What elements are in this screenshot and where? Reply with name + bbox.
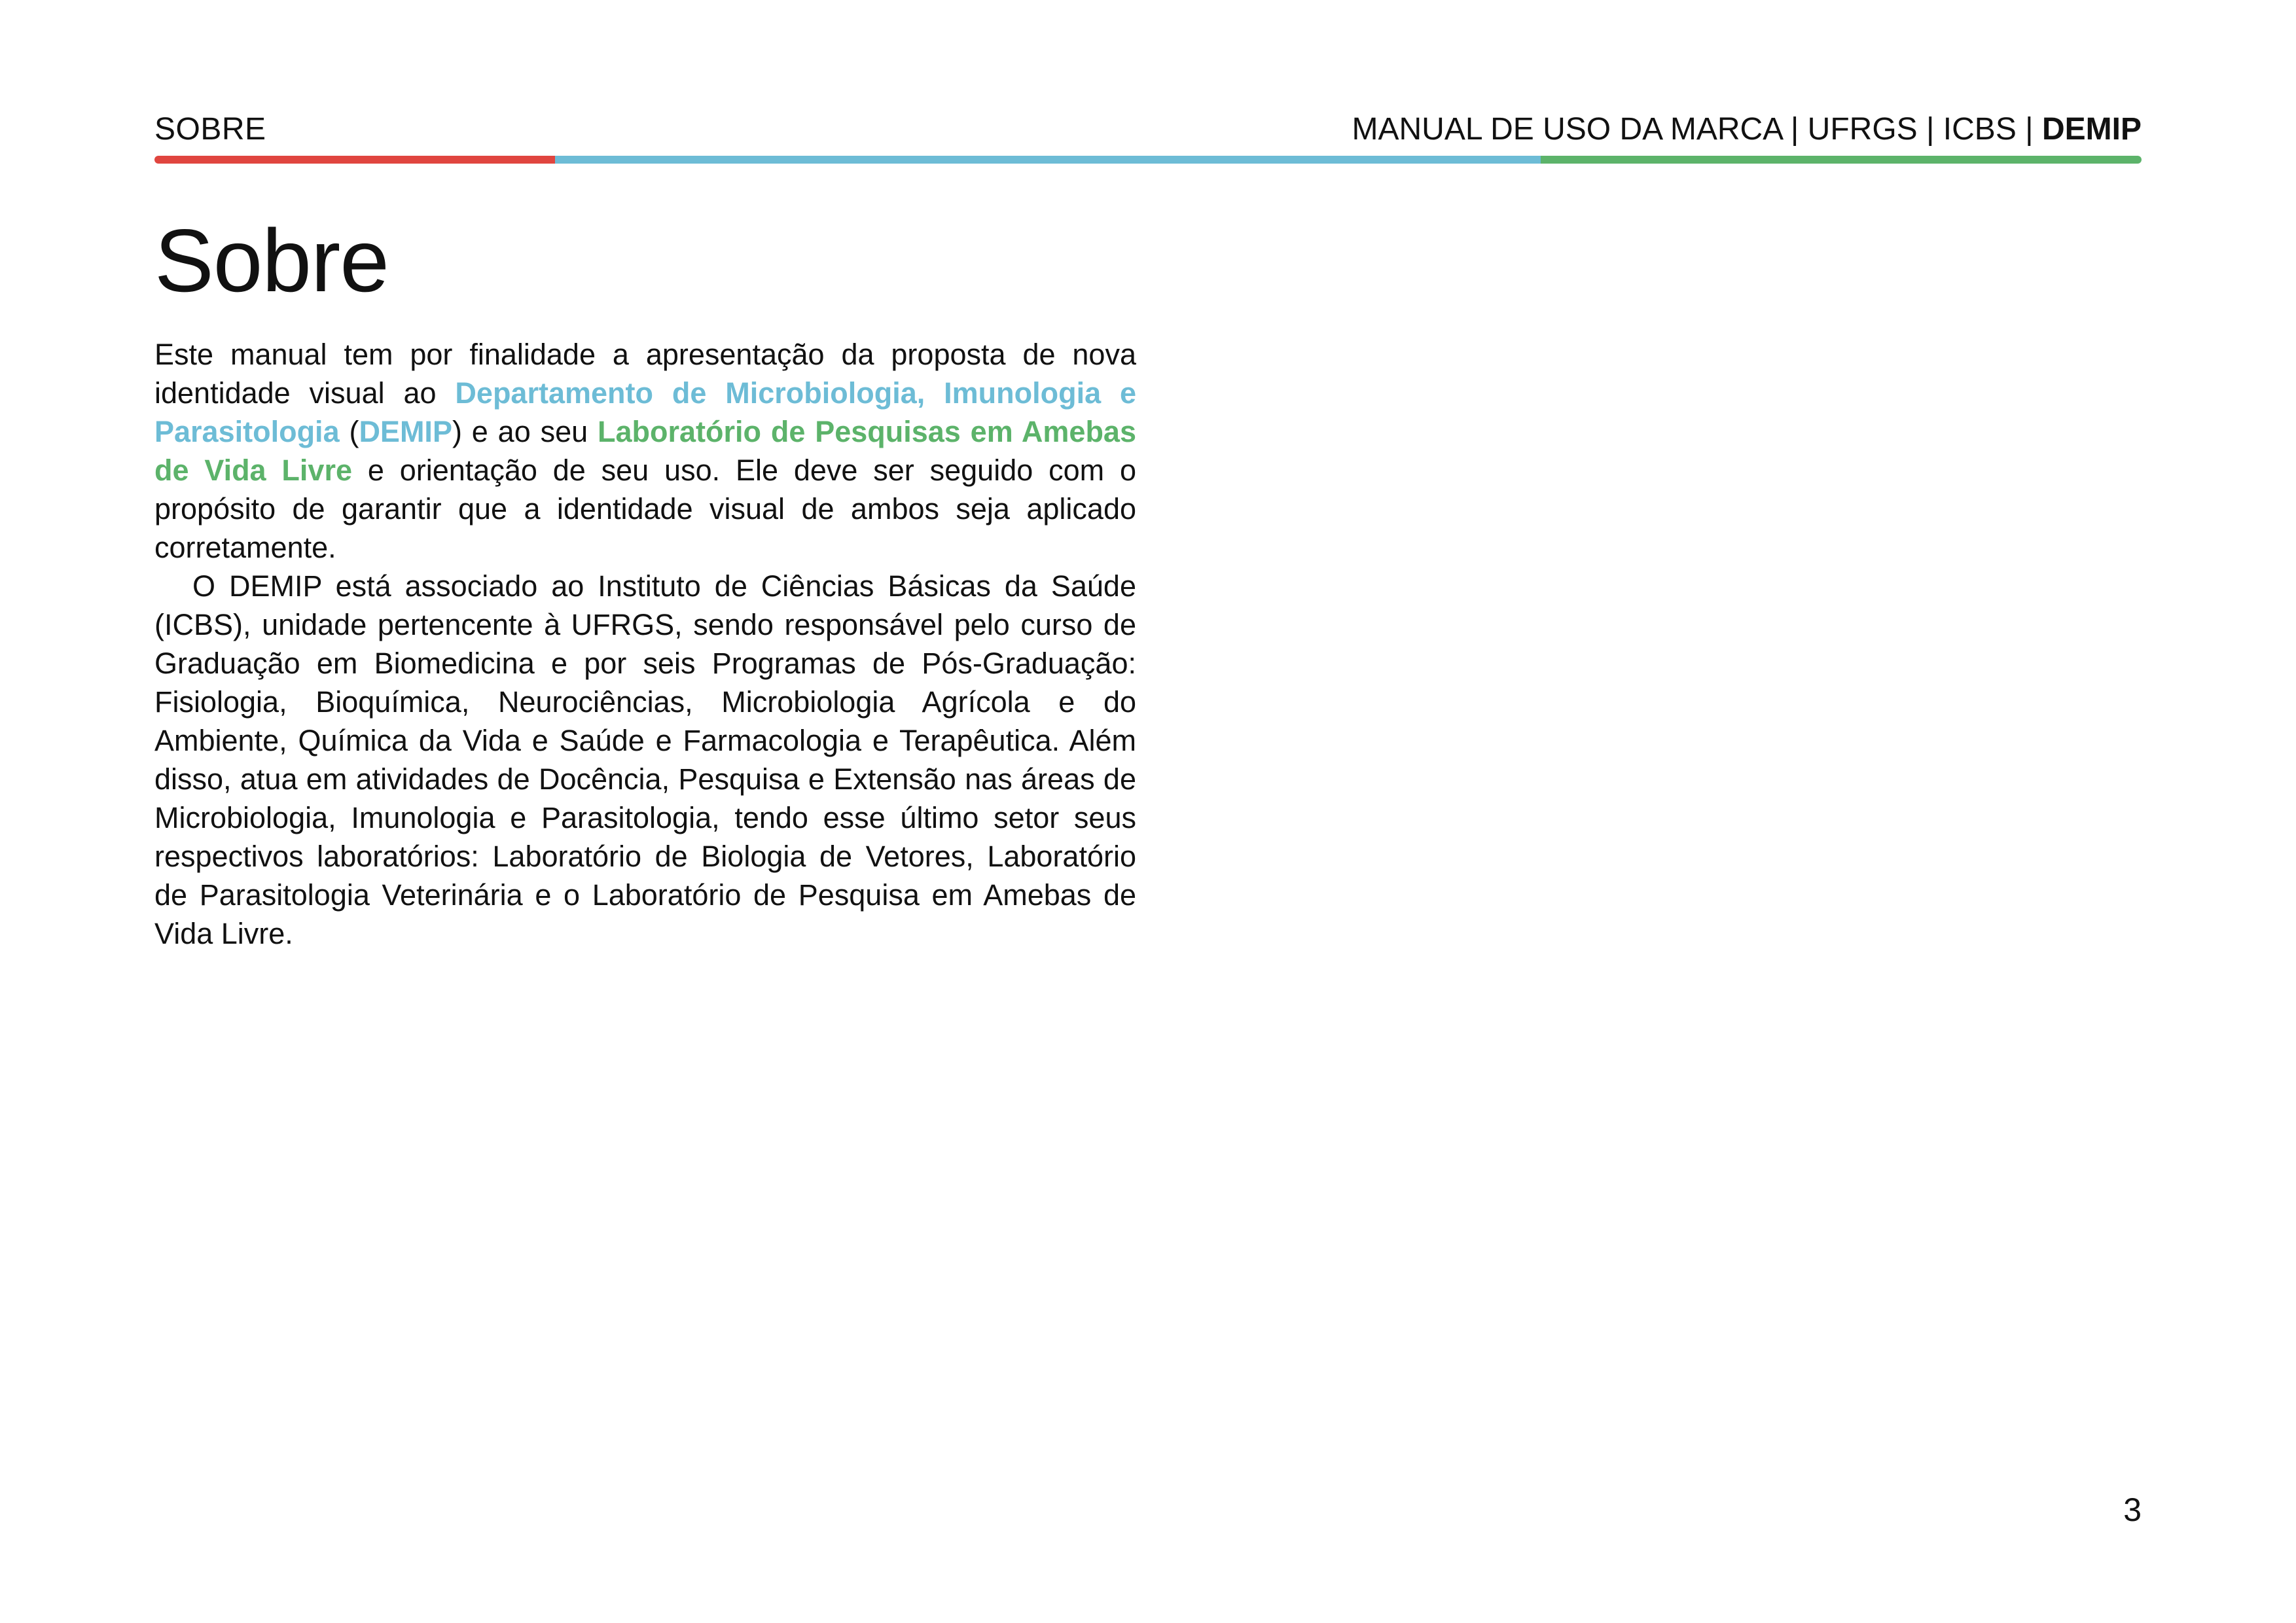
paragraph-intro [154, 335, 1136, 567]
rule-segment-blue [555, 156, 1541, 164]
manual-title-strong: DEMIP [2041, 112, 2142, 147]
laboratory-name: Laboratório de Pesquisas em Amebas de Vida Livre [154, 415, 1136, 487]
rule-segment-red [154, 156, 555, 164]
department-name: Departamento de Microbiologia, Imunologia e Parasitologia [154, 376, 1137, 448]
intro-text-1: Este manual tem por finalidade a apresentação da proposta de nova identidade visual ao [154, 338, 1136, 410]
page-title: Sobre [154, 211, 389, 310]
intro-text-4: e orientação de seu uso. Ele deve ser seguido com o propósito de garantir que a identidade visual de ambos seja aplicado corretamente. [154, 454, 1137, 564]
page-number: 3 [2123, 1491, 2142, 1528]
manual-title [1352, 114, 2142, 145]
department-acronym: DEMIP [359, 415, 452, 448]
header-color-rule [154, 156, 2142, 164]
body-text [154, 335, 1136, 953]
section-label: SOBRE [154, 112, 266, 147]
manual-title-prefix: MANUAL DE USO DA MARCA | UFRGS | ICBS | [1352, 112, 2042, 147]
paragraph-about: O DEMIP está associado ao Instituto de Ciências Básicas da Saúde (ICBS), unidade pertencente à UFRGS, sendo responsável pelo curso de Graduação em Biomedicina e por seis Programas de Pós-Graduação: Fisiologia, Bioquímica, Neurociências, Microbiologia Agrícola e do Ambiente, Química da Vida e Saúde e Farmacologia e Terapêutica. Além disso, atua em atividades de Docência, Pesquisa e Extensão nas áreas de Microbiologia, Imunologia e Parasitologia, tendo esse último setor seus respectivos laboratórios: Laboratório de Biologia de Vetores, Laboratório de Parasitologia Veterinária e o Laboratório de Pesquisa em Amebas de Vida Livre. [154, 569, 1136, 950]
intro-text-2: ( [339, 415, 359, 448]
intro-text-3: ) e ao seu [452, 415, 598, 448]
page-header [154, 103, 2142, 152]
rule-segment-green [1541, 156, 2142, 164]
